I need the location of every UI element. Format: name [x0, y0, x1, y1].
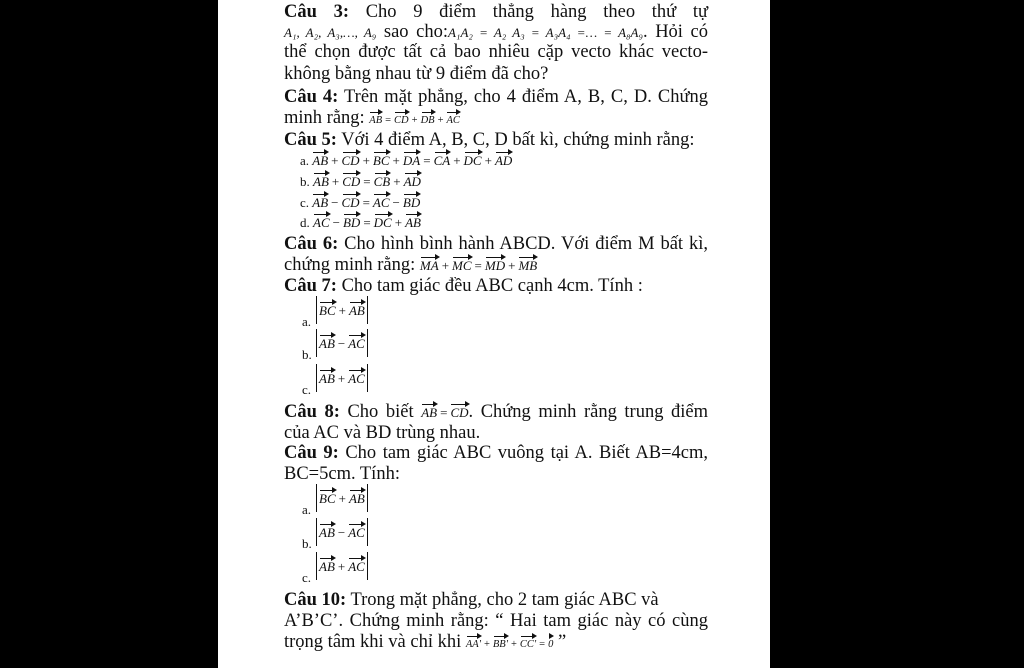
vector: AB	[312, 150, 328, 168]
operator: +	[484, 153, 492, 168]
operator: =	[440, 405, 448, 420]
q7-abs-b	[316, 329, 368, 357]
operator: +	[362, 153, 370, 168]
vector: AC	[348, 556, 365, 574]
vector: MA	[420, 255, 439, 273]
operator: =	[362, 195, 370, 210]
q6-formula	[420, 258, 537, 273]
vector: MD	[485, 255, 505, 273]
q6-text-2: chứng minh rằng:	[284, 255, 416, 275]
vector: BB'	[493, 634, 508, 652]
q5-item-a	[300, 150, 724, 171]
q4-formula	[369, 115, 460, 126]
vector: AC	[348, 333, 365, 351]
vector: DB	[421, 110, 435, 128]
vector: AC	[348, 522, 365, 540]
q10-label: Câu 10:	[284, 590, 347, 610]
q10-text-1: Trong mặt phẳng, cho 2 tam giác ABC và	[350, 590, 659, 610]
q10-line-1	[284, 590, 708, 610]
operator: =	[363, 215, 371, 230]
q6-label: Câu 6:	[284, 234, 339, 254]
vector: DC	[374, 212, 392, 230]
vector: AB	[319, 556, 335, 574]
q3-line-4: không bằng nhau từ 9 điểm đã cho?	[284, 64, 549, 84]
q3-label: Câu 3:	[284, 2, 349, 22]
operator: +	[331, 153, 339, 168]
q4-text-1: Trên mặt phẳng, cho 4 điểm A, B, C, D. Chứng	[344, 87, 708, 107]
vector: AB	[312, 192, 328, 210]
vector: CC'	[520, 634, 536, 652]
vector: BD	[403, 192, 420, 210]
vector: CA	[434, 150, 451, 168]
q9-label: Câu 9:	[284, 443, 339, 463]
vector: DA	[403, 150, 420, 168]
vector: CD	[394, 110, 409, 128]
vector: AB	[313, 171, 329, 189]
vector: AB	[319, 368, 335, 386]
vector: AC	[348, 368, 365, 386]
q7-abs-c	[316, 364, 368, 392]
vector: AB	[349, 488, 365, 506]
q4-text-2: minh rằng:	[284, 108, 365, 128]
vector: BD	[343, 212, 360, 230]
q9-tag-a: a.	[302, 502, 312, 517]
q3-sao-cho: sao cho:	[383, 22, 448, 42]
q5-line-1	[284, 130, 708, 150]
vector: BC	[319, 300, 336, 318]
q7-label: Câu 7:	[284, 276, 337, 296]
q3-question: . Hỏi có	[643, 22, 708, 42]
operator: −	[331, 195, 339, 210]
operator: =	[385, 115, 392, 126]
vector: AB	[319, 522, 335, 540]
operator: −	[392, 195, 400, 210]
vector: AA'	[466, 634, 481, 652]
operator: −	[337, 525, 346, 540]
q9-tag-c: c.	[302, 570, 312, 585]
q5-text-1: Với 4 điểm A, B, C, D bất kì, chứng minh rằng:	[341, 130, 695, 150]
operator: =	[363, 174, 371, 189]
q3-line-2	[284, 22, 708, 43]
vector: AC	[373, 192, 390, 210]
document-page	[218, 0, 770, 668]
q3-line-1	[284, 2, 708, 22]
operator: +	[437, 115, 444, 126]
q3-text-1: Cho 9 điểm thẳng hàng theo thứ tự	[365, 2, 709, 22]
q10-line-2: A’B’C’. Chứng minh rằng: “ Hai tam giác này có cùng	[284, 611, 708, 631]
q9-tag-b: b.	[302, 536, 312, 551]
vector: CB	[374, 171, 391, 189]
operator: +	[331, 174, 340, 189]
q5-item-d	[300, 212, 724, 233]
q6-text-1: Cho hình bình hành ABCD. Với điểm M bất kì,	[344, 234, 709, 254]
q9-text-1: Cho tam giác ABC vuông tại A. Biết AB=4cm,	[345, 443, 708, 463]
q9-abs-a	[316, 484, 368, 512]
q10-line-3	[284, 632, 708, 655]
vector: CD	[342, 192, 360, 210]
operator: +	[392, 153, 400, 168]
q4-label: Câu 4:	[284, 87, 339, 107]
operator: +	[393, 174, 401, 189]
operator: =	[474, 258, 482, 273]
operator: +	[441, 258, 450, 273]
item-tag: b.	[300, 174, 310, 189]
q10-formula	[466, 639, 553, 650]
q8-line-1	[284, 402, 708, 423]
operator: +	[510, 639, 517, 650]
vector: 0	[548, 634, 553, 652]
q9-abs-c	[316, 552, 368, 580]
q9-line-2: BC=5cm. Tính:	[284, 464, 400, 484]
q5-label: Câu 5:	[284, 130, 337, 150]
vector: CD	[342, 150, 360, 168]
q8-pre: Cho biết	[347, 402, 414, 422]
q8-post: . Chứng minh rằng trung điểm	[468, 402, 709, 422]
q7-tag-a: a.	[302, 314, 312, 329]
operator: −	[332, 215, 340, 230]
operator: =	[423, 153, 431, 168]
q4-line-1	[284, 87, 708, 107]
vector: MC	[452, 255, 472, 273]
vector: AD	[495, 150, 512, 168]
vector: AC	[313, 212, 330, 230]
q3-condition: A₁A₂ = A₂ A₃ = A₃A₄ =… = A₈A₉	[447, 25, 643, 40]
vector: MB	[518, 255, 537, 273]
q3-points: A₁, A₂, A₃,…, A₉	[284, 25, 377, 40]
vector: AC	[446, 110, 459, 128]
q7-abs-a	[316, 296, 368, 324]
vector: AD	[404, 171, 421, 189]
operator: +	[411, 115, 418, 126]
q8-formula	[421, 405, 468, 420]
operator: +	[337, 559, 346, 574]
item-tag: d.	[300, 215, 310, 230]
q5-item-b	[300, 171, 724, 192]
q4-line-2	[284, 108, 708, 131]
operator: +	[338, 303, 346, 318]
q8-label: Câu 8:	[284, 402, 340, 422]
q9-line-1	[284, 443, 708, 463]
operator: +	[337, 371, 346, 386]
vector: DC	[464, 150, 482, 168]
vector: AB	[405, 212, 421, 230]
q7-text-1: Cho tam giác đều ABC cạnh 4cm. Tính :	[341, 276, 643, 296]
q7-line-1	[284, 276, 708, 296]
q9-abs-b	[316, 518, 368, 546]
operator: −	[337, 336, 346, 351]
vector: AB	[421, 402, 437, 420]
q10-text-3: trọng tâm khi và chỉ khi	[284, 632, 462, 652]
q5-item-c	[300, 192, 724, 213]
q8-line-2: của AC và BD trùng nhau.	[284, 423, 481, 443]
vector: BC	[373, 150, 390, 168]
vector: AB	[369, 110, 382, 128]
q7-tag-c: c.	[302, 382, 312, 397]
q6-line-1	[284, 234, 708, 254]
operator: =	[539, 639, 546, 650]
vector: AB	[349, 300, 365, 318]
q6-line-2	[284, 255, 708, 276]
vector: CD	[450, 402, 468, 420]
operator: +	[483, 639, 490, 650]
q10-close: ”	[553, 632, 567, 652]
operator: +	[338, 491, 346, 506]
q3-line-3: thể chọn được tất cả bao nhiêu cặp vecto khác vecto-	[284, 42, 708, 62]
operator: +	[394, 215, 403, 230]
item-tag: a.	[300, 153, 310, 168]
operator: +	[508, 258, 516, 273]
vector: CD	[342, 171, 360, 189]
vector: BC	[319, 488, 336, 506]
q7-tag-b: b.	[302, 347, 312, 362]
item-tag: c.	[300, 195, 310, 210]
operator: +	[453, 153, 461, 168]
vector: AB	[319, 333, 335, 351]
